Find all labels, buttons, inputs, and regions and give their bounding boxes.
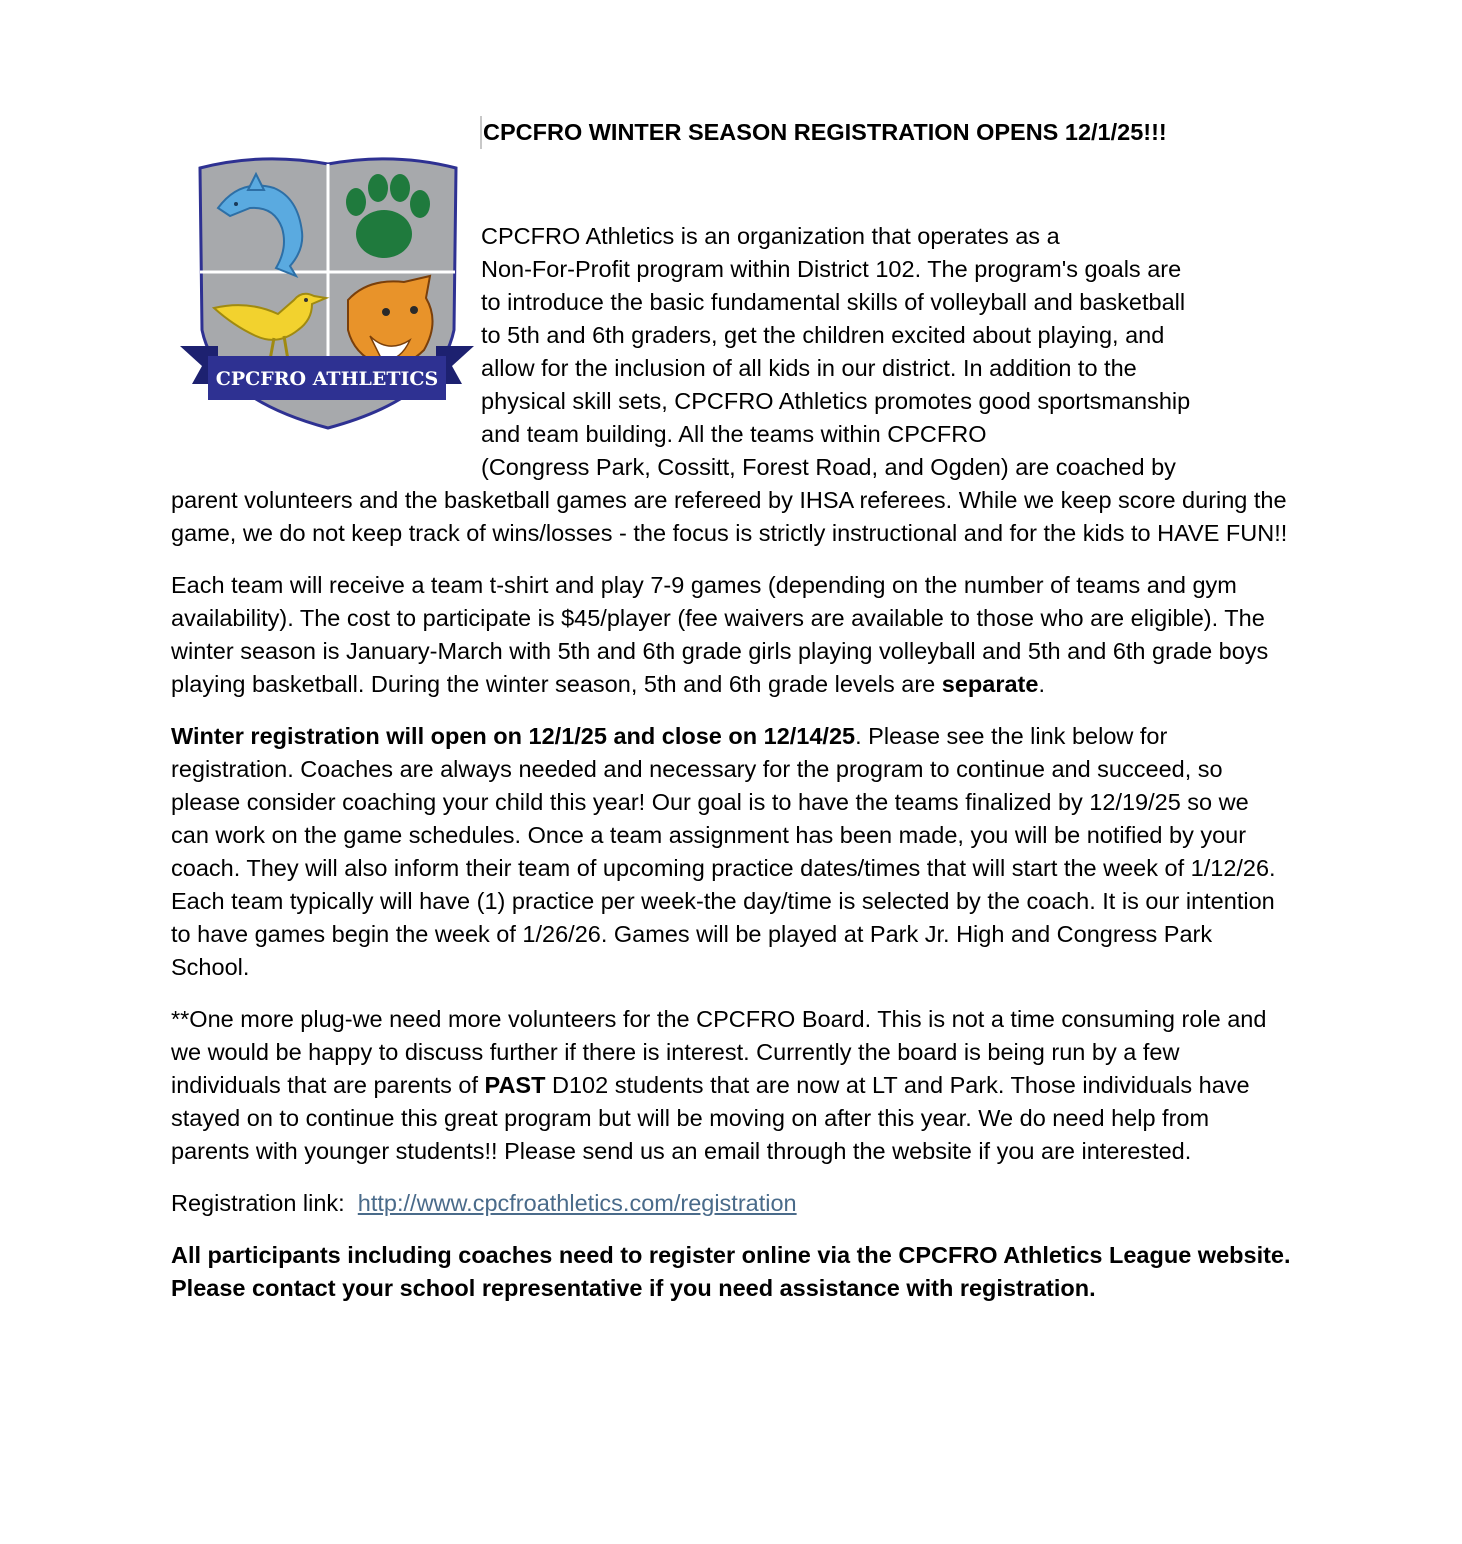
- registration-link-line: [171, 1187, 1293, 1220]
- intro-line: (Congress Park, Cossitt, Forest Road, and Ogden) are coached by: [481, 454, 1176, 480]
- teams-bold: separate: [941, 671, 1039, 697]
- board-bold: PAST: [484, 1072, 546, 1098]
- registration-dates: Winter registration will open on 12/1/25 and close on 12/14/25: [171, 723, 856, 749]
- board-paragraph: [171, 1003, 1293, 1168]
- logo-banner-text: CPCFRO ATHLETICS: [215, 368, 439, 390]
- board-text-end: D102 students that are now at LT and Park. Those individuals have stayed on to continue this great program but will be moving on after this year. We do need help from parents with younger students!! Please send us an email through the website if you are interested.: [171, 1072, 1250, 1164]
- registration-link-label: Registration link:: [171, 1190, 358, 1216]
- intro-line: to introduce the basic fundamental skills of volleyball and basketball: [481, 289, 1186, 315]
- registration-link[interactable]: http://www.cpcfroathletics.com/registration: [357, 1190, 797, 1216]
- registration-paragraph: [171, 720, 1293, 984]
- page-title: CPCFRO WINTER SEASON REGISTRATION OPENS 12/1/25!!!: [480, 116, 1167, 149]
- teams-paragraph: [171, 569, 1293, 701]
- intro-line: CPCFRO Athletics is an organization that operates as a: [481, 223, 1060, 249]
- intro-line: to 5th and 6th graders, get the children excited about playing, and: [481, 322, 1165, 348]
- document-body: [171, 220, 1293, 1305]
- teams-text-end: .: [1038, 671, 1045, 697]
- board-text: **One more plug-we need more volunteers for the CPCFRO Board. This is not a time consuming role and we would be happy to discuss further if there is interest. Currently the board is being run by a few individuals that are parents of: [171, 1006, 1267, 1098]
- intro-continuation: parent volunteers and the basketball games are refereed by IHSA referees. While we keep score during the game, we do not keep track of wins/losses - the focus is strictly instructional and for the kids to HAVE FUN!!: [171, 487, 1288, 546]
- registration-text: . Please see the link below for registration. Coaches are always needed and necessary for the program to continue and succeed, so please consider coaching your child this year! Our goal is to have the teams finalized by 12/19/25 so we can work on the game schedules. Once a team assignment has been made, you will be notified by your coach. They will also inform their team of upcoming practice dates/times that will start the week of 1/12/26. Each team typically will have (1) practice per week-the day/time is selected by the coach. It is our intention to have games begin the week of 1/26/26. Games will be played at Park Jr. High and Congress Park School.: [171, 723, 1276, 980]
- intro-line: physical skill sets, CPCFRO Athletics promotes good sportsmanship: [481, 388, 1191, 414]
- intro-line: allow for the inclusion of all kids in our district. In addition to the: [481, 355, 1137, 381]
- closing-paragraph: [171, 1239, 1293, 1305]
- closing-text: All participants including coaches need to register online via the CPCFRO Athletics League website. Please contact your school representative if you need assistance with registration.: [171, 1242, 1291, 1301]
- teams-text: Each team will receive a team t-shirt and play 7-9 games (depending on the number of teams and gym availability). The cost to participate is $45/player (fee waivers are available to those who are eligible). The winter season is January-March with 5th and 6th grade girls playing volleyball and 5th and 6th grade boys playing basketball. During the winter season, 5th and 6th grade levels are: [171, 572, 1269, 697]
- intro-line: Non-For-Profit program within District 102. The program's goals are: [481, 256, 1182, 282]
- intro-paragraph: [171, 220, 1293, 484]
- intro-line: and team building. All the teams within CPCFRO: [481, 421, 987, 447]
